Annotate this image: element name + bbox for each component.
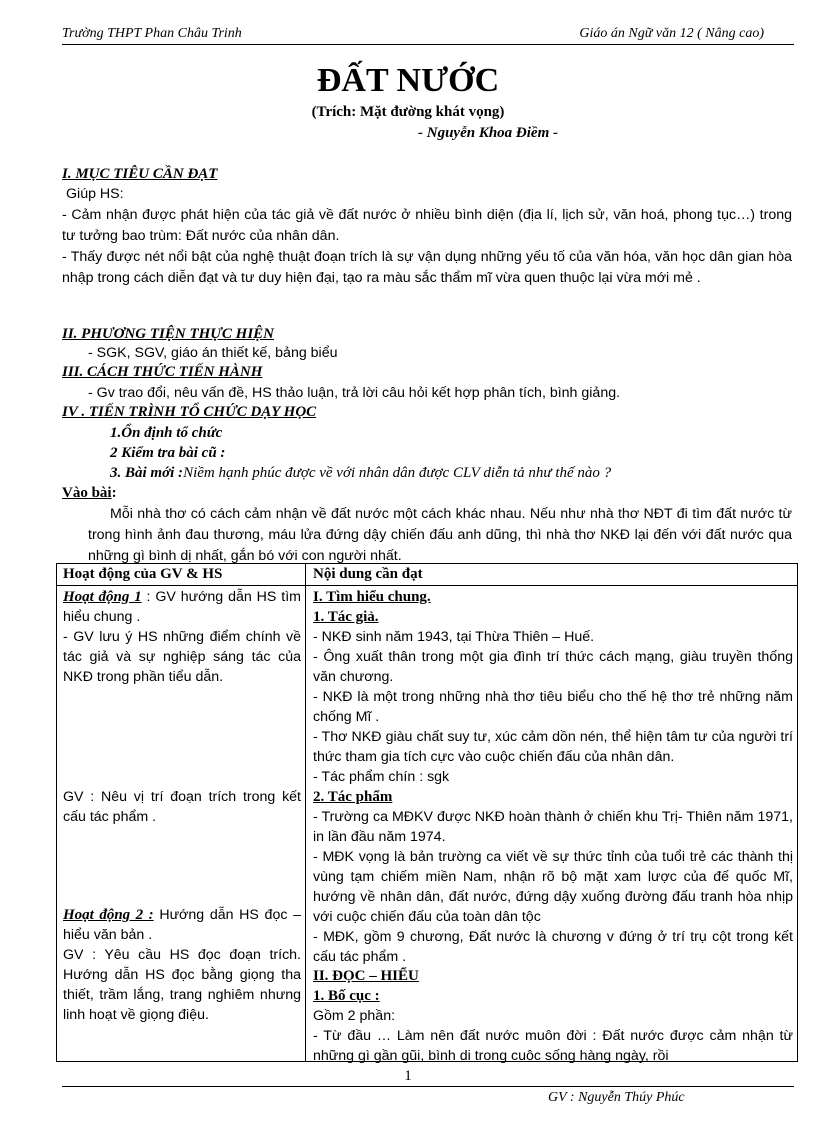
intro-label-line bbox=[62, 485, 117, 502]
author-heading-text: 1. Tác giả. bbox=[313, 609, 379, 625]
methods-item: - Gv trao đổi, nêu vấn đề, HS thảo luận, trả lời câu hỏi kết hợp phân tích, bình giảng. bbox=[88, 385, 621, 401]
document-subtitle: (Trích: Mặt đường khát vọng) bbox=[311, 104, 505, 120]
author-item-5: - Tác phẩm chín : sgk bbox=[313, 769, 450, 785]
activity-1-text: : GV hướng dẫn HS tìm hiểu chung . bbox=[63, 589, 301, 625]
activity-1-label: Hoạt động 1 bbox=[63, 589, 142, 605]
author-item-2: - Ông xuất thân trong một gia đình trí thức cách mạng, giàu truyền thống văn chương. bbox=[313, 649, 793, 685]
objectives-paragraph-1: - Cảm nhận được phát hiện của tác giả về đất nước ở nhiều bình diện (địa lí, lịch sử, văn hoá, phong tục…) trong tư tưởng bao trùm: Đất nước của nhân dân. bbox=[62, 207, 792, 244]
work-item-2: - MĐK vọng là bản trường ca viết về sự thức tỉnh của tuổi trẻ các thành thị vùng tạm chiếm miền Nam, nhận rõ bộ mặt xam lược của đế quốc Mĩ, hướng về nhân dân, đất nước, đứng dậy xuống đường đấu tranh hòa nhịp với cuộc chiến đấu của toàn dân tộc bbox=[313, 849, 793, 925]
structure-item-2: - Từ đầu … Làm nên đất nước muôn đời : Đất nước được cảm nhận từ những gì gần gũi, bình dị trong cuộc sống hàng ngày, rồi bbox=[313, 1028, 793, 1064]
header-course: Giáo án Ngữ văn 12 ( Nâng cao) bbox=[579, 26, 764, 41]
activity-2-note: GV : Yêu cầu HS đọc đoạn trích. Hướng dẫn HS đọc bằng giọng tha thiết, trầm lắng, trang nghiêm nhưng linh hoạt về giọng điệu. bbox=[63, 947, 301, 1023]
author-item-4: - Thơ NKĐ giàu chất suy tư, xúc cảm dồn nén, thể hiện tâm tư của người trí thức tham gia tích cực vào cuộc chiến đấu của nhân dân. bbox=[313, 729, 793, 765]
reading-heading-text: II. ĐỌC – HIỂU bbox=[313, 968, 419, 984]
step-2: 2 Kiểm tra bài cũ : bbox=[110, 445, 226, 461]
section-process-heading: IV . TIẾN TRÌNH TỔ CHỨC DẠY HỌC bbox=[62, 404, 317, 420]
step-1: 1.Ổn định tổ chức bbox=[110, 425, 223, 441]
author-item-1: - NKĐ sinh năm 1943, tại Thừa Thiên – Huế. bbox=[313, 629, 595, 645]
content-heading-work bbox=[313, 787, 793, 807]
structure-item-1: Gồm 2 phần: bbox=[313, 1008, 396, 1024]
objectives-intro: Giúp HS: bbox=[66, 186, 124, 202]
content-heading-general bbox=[313, 587, 793, 607]
activity-1 bbox=[63, 587, 301, 627]
work-item-3: - MĐK, gồm 9 chương, Đất nước là chương v đứng ở trí trụ cột trong kết cấu tác phẩm . bbox=[313, 929, 793, 965]
table-column-divider bbox=[305, 564, 306, 1061]
intro-label: Vào bài bbox=[62, 485, 112, 501]
activity-1-note: - GV lưu ý HS những điểm chính về tác giả và sự nghiệp sáng tác của NKĐ trong phần tiểu dẫn. bbox=[63, 629, 301, 685]
document-title: ĐẤT NƯỚC bbox=[316, 62, 500, 99]
step-3-text: Niềm hạnh phúc được về với nhân dân được CLV diễn tả như thế nào ? bbox=[183, 465, 612, 481]
section-resources-heading: II. PHƯƠNG TIỆN THỰC HIỆN bbox=[62, 326, 275, 342]
activity-2 bbox=[63, 905, 301, 945]
content-heading-structure bbox=[313, 986, 793, 1006]
footer-divider bbox=[62, 1086, 794, 1087]
header-school: Trường THPT Phan Châu Trinh bbox=[62, 26, 242, 41]
document-author: - Nguyễn Khoa Điềm - bbox=[418, 125, 558, 141]
intro-paragraph: Mỗi nhà thơ có cách cảm nhận về đất nước một cách khác nhau. Nếu như nhà thơ NĐT đi tìm đất nước từ trong hình ảnh đau thương, máu lửa đứng dậy chiến đấu anh dũng, thì nhà thơ NKĐ lại đến với đất nước qua những gì bình dị nhất, gắn bó với con người nhất. bbox=[88, 506, 792, 564]
table-header-divider bbox=[57, 585, 797, 586]
activity-2-label: Hoạt động 2 : bbox=[63, 907, 154, 923]
step-3-label: 3. Bài mới : bbox=[110, 465, 184, 481]
activity-2-text: Hướng dẫn HS đọc – hiểu văn bản . bbox=[63, 907, 301, 943]
objectives-paragraph-2: - Thấy được nét nổi bật của nghệ thuật đoạn trích là sự vận dụng những yếu tố của văn hóa, văn học dân gian hòa nhập trong cách diễn đạt và tư duy hiện đại, tạo ra màu sắc thẩm mĩ vừa quen thuộc lại vừa mới mẻ . bbox=[62, 249, 792, 286]
teacher-question: GV : Nêu vị trí đoạn trích trong kết cấu tác phẩm . bbox=[63, 789, 301, 825]
resources-item: - SGK, SGV, giáo án thiết kế, bảng biểu bbox=[88, 345, 338, 361]
page-header bbox=[62, 26, 794, 45]
structure-heading-text: 1. Bố cục : bbox=[313, 988, 380, 1004]
lesson-table bbox=[56, 563, 798, 1062]
table-header-content: Nội dung cần đạt bbox=[313, 566, 423, 582]
intro-colon: : bbox=[111, 485, 117, 501]
work-heading-text: 2. Tác phẩm bbox=[313, 789, 393, 805]
work-item-1: - Trường ca MĐKV được NKĐ hoàn thành ở chiến khu Trị- Thiên năm 1971, in lần đầu năm 1974. bbox=[313, 809, 793, 845]
section-methods-heading: III. CÁCH THỨC TIẾN HÀNH bbox=[62, 364, 263, 380]
content-heading-author bbox=[313, 607, 793, 627]
footer-teacher: GV : Nguyễn Thúy Phúc bbox=[548, 1090, 685, 1105]
table-header-activities: Hoạt động của GV & HS bbox=[63, 566, 223, 582]
general-heading-text: I. Tìm hiểu chung. bbox=[313, 589, 431, 605]
step-3 bbox=[110, 465, 611, 482]
section-objectives-heading: I. MỤC TIÊU CẦN ĐẠT bbox=[62, 166, 218, 182]
author-item-3: - NKĐ là một trong những nhà thơ tiêu biểu cho thế hệ thơ trẻ những năm chống Mĩ . bbox=[313, 689, 793, 725]
page-number: 1 bbox=[404, 1068, 412, 1084]
content-heading-reading bbox=[313, 966, 793, 986]
